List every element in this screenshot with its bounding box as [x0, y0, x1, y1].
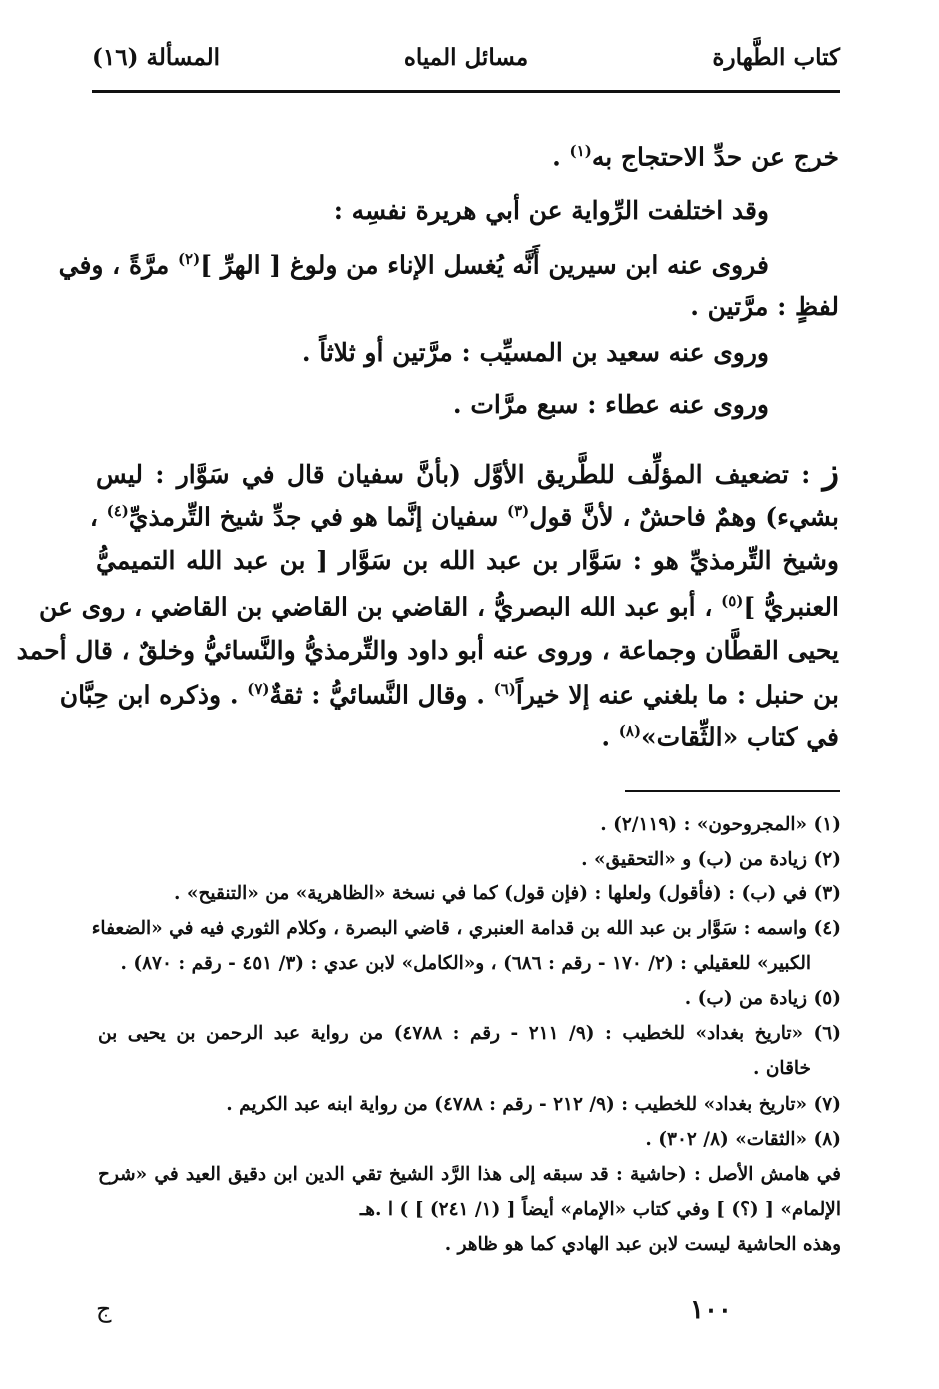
body-line: لفظٍ : مرَّتين . [690, 292, 839, 321]
footnote: (٢) زيادة من (ب) و «التحقيق» . [581, 849, 841, 870]
body-line: وقد اختلفت الرِّواية عن أبي هريرة نفسِه : [333, 196, 769, 225]
footnote-ref: (٣) [507, 502, 530, 520]
body-line: ز : تضعيف المؤلِّف للطَّريق الأوَّل (بأنَّ سفيان قال في سَوَّار : ليس [96, 452, 839, 492]
page-number: ١٠٠ [690, 1295, 732, 1325]
header-section-title: مسائل المياه [403, 44, 529, 71]
header-rule [92, 90, 840, 93]
body-line: خرج عن حدِّ الاحتجاج به$^{(١)}$ . [552, 142, 839, 172]
footnote-ref: (٥) [721, 592, 744, 610]
margin-note-continuation: الإلمام» [ (؟) ] وفي كتاب «الإمام» أيضاً [ (١/ ٢٤١) ] ) ا .هـ [359, 1199, 841, 1220]
footnote-continuation: خاقان . [752, 1058, 811, 1079]
header-book-title: كتاب الطَّهارة [712, 44, 840, 71]
footnote: (٣) في (ب) : (فأقول) ولعلها : (فإن قول) كما في نسخة «الظاهرية» من «التنقيح» . [174, 883, 841, 904]
footnote-ref: (١) [569, 142, 592, 160]
footnote-ref: (٤) [106, 502, 129, 520]
editor-marker: ز [822, 452, 839, 492]
footnote-continuation: الكبير» للعقيلي : (٢/ ١٧٠ - رقم : ٦٨٦) ، و«الكامل» لابن عدي : (٣/ ٤٥١ - رقم : ٨٧٠) . [120, 953, 811, 974]
footnote: (٥) زيادة من (ب) . [684, 988, 841, 1009]
footnote-ref: (٢) [177, 250, 201, 268]
margin-note: وهذه الحاشية ليست لابن عبد الهادي كما هو ظاهر . [444, 1234, 841, 1255]
footnote: (٤) واسمه : سَوَّار بن عبد الله بن قدامة العنبري ، قاضي البصرة ، وكلام الثوري فيه في «الضعفاء [91, 918, 841, 939]
header-issue-number: المسألة (١٦) [92, 44, 221, 71]
footnote-ref: (٧) [247, 680, 270, 698]
body-line: فروى عنه ابن سيرين أَنَّه يُغسل الإناء من ولوغ [ الهرِّ ]$^{(٢)}$ مرَّةً ، وفي [58, 250, 769, 280]
running-header [92, 40, 840, 80]
signature-mark: ج [96, 1295, 112, 1323]
body-line: وروى عنه سعيد بن المسيِّب : مرَّتين أو ثلاثاً . [301, 338, 769, 367]
body-line: يحيى القطَّان وجماعة ، وروى عنه أبو داود والتِّرمذيُّ والنَّسائيُّ وخلقٌ ، قال أحمد [16, 636, 839, 665]
body-line: في كتاب «الثِّقات»$^{(٨)}$ . [601, 722, 839, 752]
body-line: بشيء) وهمٌ فاحشٌ ، لأنَّ قول$^{(٣)}$ سفيان إنَّما هو في جدِّ شيخ التِّرمذيِّ$^{(٤)}$ ، [89, 502, 839, 532]
footnote: (٨) «الثقات» (٨/ ٣٠٢) . [645, 1129, 841, 1150]
footnote-rule [625, 790, 840, 792]
margin-note: في هامش الأصل : (حاشية : قد سبقه إلى هذا الرَّد الشيخ تقي الدين ابن دقيق العيد في «شرح [98, 1164, 841, 1185]
footnote: (٧) «تاريخ بغداد» للخطيب : (٩/ ٢١٢ - رقم : ٤٧٨٨) من رواية ابنه عبد الكريم . [226, 1094, 841, 1115]
body-line: وروى عنه عطاء : سبع مرَّات . [452, 390, 769, 419]
body-line: العنبريُّ ]$^{(٥)}$ ، أبو عبد الله البصريُّ ، القاضي بن القاضي بن القاضي ، روى عن [38, 592, 839, 622]
footnote-ref: (٨) [618, 722, 642, 740]
body-line: بن حنبل : ما بلغني عنه إلا خيراً$^{(٦)}$ . وقال النَّسائيُّ : ثقةٌ$^{(٧)}$ . وذكره ابن حِبَّان [59, 680, 839, 710]
body-line: وشيخ التِّرمذيِّ هو : سَوَّار بن عبد الله بن سَوَّار [ بن عبد الله التميميُّ [96, 546, 839, 575]
footnote: (١) «المجروحون» : (٢/١١٩) . [600, 814, 841, 835]
footnote: (٦) «تاريخ بغداد» للخطيب : (٩/ ٢١١ - رقم : ٤٧٨٨) من رواية عبد الرحمن بن يحيى بن [98, 1023, 841, 1044]
footnote-ref: (٦) [493, 680, 516, 698]
